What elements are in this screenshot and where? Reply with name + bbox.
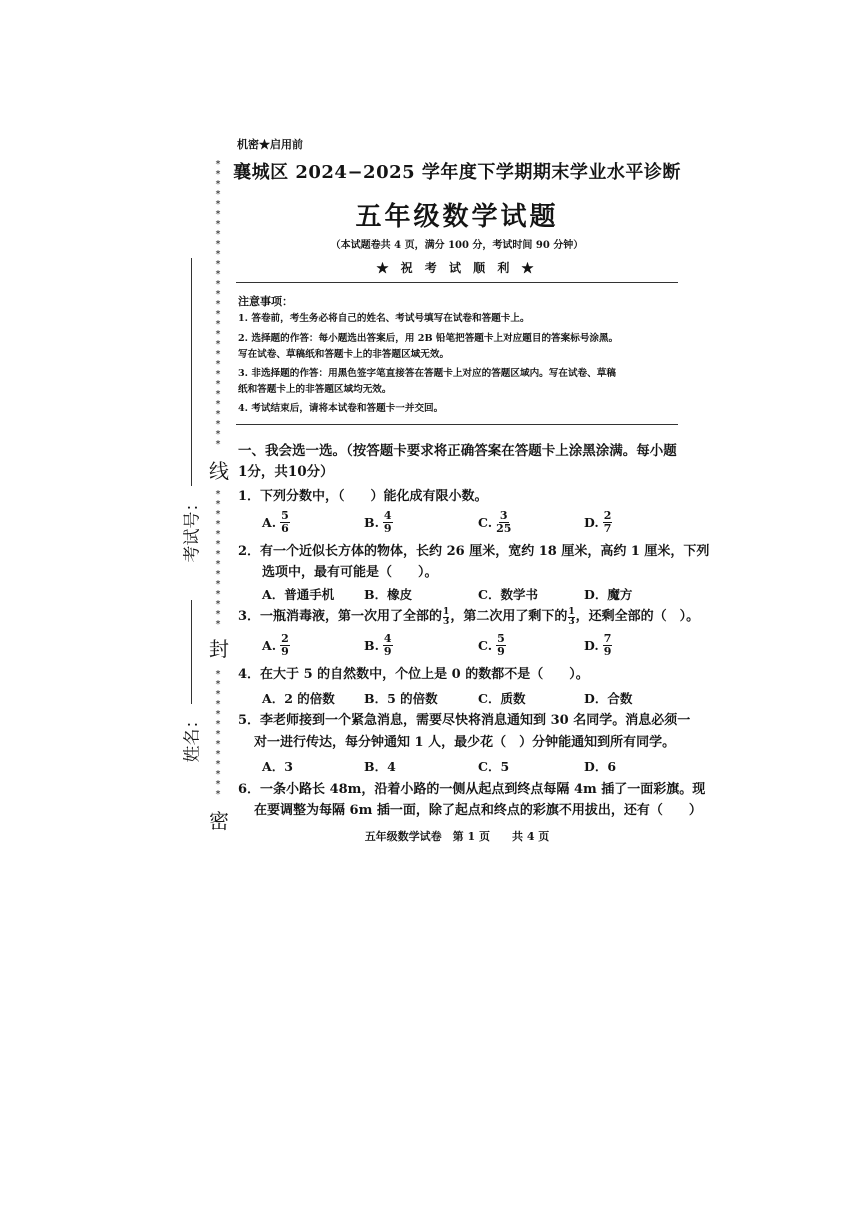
seal-star: * (215, 179, 221, 190)
option-d: D．魔方 (584, 587, 633, 602)
seal-word-mi: 密 (209, 809, 229, 833)
question-6-line-2: 在要调整为每隔 6m 插一面，除了起点和终点的彩旗不用拔出，还有（ ） (254, 803, 702, 818)
seal-word-feng: 封 (209, 637, 229, 661)
question-5-line-1: 5．李老师接到一个紧急消息，需要尽快将消息通知到 30 名同学。消息必须一 (238, 713, 691, 728)
fraction: $\frac{7}{9}$ (603, 631, 612, 658)
seal-star: * (215, 729, 221, 740)
seal-star: * (215, 719, 221, 730)
seal-star: * (215, 609, 221, 620)
question-1-options (262, 506, 682, 538)
seal-star: * (215, 189, 221, 200)
exam-info: （本试题卷共 4 页，满分 100 分，考试时间 90 分钟） (330, 240, 584, 251)
exam-title: 襄城区 2024−2025 学年度下学期期末学业水平诊断 (233, 162, 681, 183)
option-a: A．普通手机 (262, 587, 335, 602)
seal-star: * (215, 439, 221, 450)
option-a: A. $\frac{5}{6}$ (262, 508, 289, 535)
fraction: $\frac{3}{25}$ (496, 508, 512, 535)
seal-star: * (215, 289, 221, 300)
seal-star: * (215, 269, 221, 280)
seal-star: * (215, 739, 221, 750)
fraction: $\frac{4}{9}$ (383, 508, 392, 535)
notice-item-2-cont: 写在试卷、草稿纸和答题卡上的非答题区域无效。 (238, 349, 450, 360)
option-d: D．6 (584, 759, 617, 774)
seal-star: * (215, 769, 221, 780)
fraction: $\frac{5}{6}$ (281, 508, 289, 535)
option-d: D. $\frac{2}{7}$ (584, 508, 612, 535)
seal-star: * (215, 569, 221, 580)
notice-title: 注意事项： (238, 295, 293, 308)
seal-star: * (215, 789, 221, 800)
question-2-line-2: 选项中，最有可能是（ ）。 (262, 565, 438, 580)
seal-star: * (215, 399, 221, 410)
seal-star: * (215, 369, 221, 380)
question-2-line-1: 2．有一个近似长方体的物体，长约 26 厘米，宽约 18 厘米，高约 1 厘米，下列 (238, 544, 710, 559)
option-b: B. $\frac{4}{9}$ (364, 508, 392, 535)
divider-bottom (236, 424, 678, 425)
seal-star: * (215, 509, 221, 520)
question-3: 3．一瓶消毒液，第一次用了全部的 1 3 ，第二次用了剩下的 1 3 ，还剩全部的（ ）。 (238, 606, 700, 627)
seal-star: * (215, 539, 221, 550)
seal-star: * (215, 359, 221, 370)
question-5-options (262, 750, 682, 782)
seal-star: * (215, 589, 221, 600)
divider-top (236, 282, 678, 283)
notice-item-4: 4. 考试结束后，请将本试卷和答题卡一并交回。 (238, 403, 444, 414)
seal-star: * (215, 349, 221, 360)
seal-star: * (215, 709, 221, 720)
notice-item-1: 1. 答卷前，考生务必将自己的姓名、考试号填写在试卷和答题卡上。 (238, 313, 530, 324)
seal-star: * (215, 559, 221, 570)
seal-star: * (215, 319, 221, 330)
seal-star: * (215, 329, 221, 340)
question-1: 1．下列分数中，（ ）能化成有限小数。 (238, 489, 488, 504)
seal-star: * (215, 239, 221, 250)
seal-star: * (215, 669, 221, 680)
fraction: $\frac{5}{9}$ (497, 631, 505, 658)
seal-star: * (215, 259, 221, 270)
seal-star: * (215, 489, 221, 500)
option-b: B. $\frac{4}{9}$ (364, 631, 392, 658)
seal-star: * (215, 299, 221, 310)
seal-star: * (215, 229, 221, 240)
seal-star: * (215, 169, 221, 180)
option-c: C．质数 (478, 691, 526, 706)
option-c: C. $\frac{5}{9}$ (478, 631, 505, 658)
seal-star: * (215, 279, 221, 290)
seal-star: * (215, 499, 221, 510)
seal-star: * (215, 519, 221, 530)
seal-star: * (215, 379, 221, 390)
page-footer: 五年级数学试卷 第 1 页 共 4 页 (364, 830, 550, 843)
name-line (191, 600, 192, 704)
seal-star: * (215, 529, 221, 540)
seal-star: * (215, 409, 221, 420)
fraction: $\frac{2}{9}$ (281, 631, 289, 658)
seal-star: * (215, 249, 221, 260)
option-c: C. $\frac{3}{25}$ (478, 508, 512, 535)
option-a: A. $\frac{2}{9}$ (262, 631, 289, 658)
notice-item-3: 3. 非选择题的作答：用黑色签字笔直接答在答题卡上对应的答题区域内。写在试卷、草稿 (238, 368, 616, 379)
option-a: A．3 (262, 759, 293, 774)
seal-star: * (215, 309, 221, 320)
fraction: $\frac{4}{9}$ (383, 631, 392, 658)
question-4: 4．在大于 5 的自然数中，个位上是 0 的数都不是（ ）。 (238, 667, 589, 682)
seal-star: * (215, 209, 221, 220)
question-6-line-1: 6．一条小路长 48m，沿着小路的一侧从起点到终点每隔 4m 插了一面彩旗。现 (238, 782, 706, 797)
seal-star: * (215, 159, 221, 170)
question-4-options (262, 682, 682, 714)
seal-star: * (215, 549, 221, 560)
exam-subtitle: 五年级数学试题 (355, 202, 559, 232)
exam-no-line (191, 258, 192, 486)
seal-star: * (215, 599, 221, 610)
seal-line (208, 159, 229, 833)
name-label: 姓名： (182, 711, 203, 763)
secret-label: 机密★启用前 (237, 138, 303, 151)
seal-star: * (215, 619, 221, 630)
option-c: C．5 (478, 759, 510, 774)
option-b: B．4 (364, 759, 396, 774)
exam-no-label: 考试号： (182, 494, 203, 563)
seal-star: * (215, 219, 221, 230)
seal-star: * (215, 779, 221, 790)
seal-star: * (215, 749, 221, 760)
exam-wish: ★ 祝 考 试 顺 利 ★ (376, 261, 538, 275)
seal-star: * (215, 689, 221, 700)
notice-item-2: 2. 选择题的作答：每小题选出答案后，用 2B 铅笔把答题卡上对应题目的答案标号涂黑。 (238, 333, 619, 344)
option-d: D. $\frac{7}{9}$ (584, 631, 612, 658)
seal-star: * (215, 389, 221, 400)
section-title: 一、我会选一选。（按答题卡要求将正确答案在答题卡上涂黑涂满。每小题1分，共10分） (238, 443, 677, 480)
question-3-options (262, 629, 682, 661)
question-5-line-2: 对一进行传达，每分钟通知 1 人，最少花（ ）分钟能通知到所有同学。 (254, 735, 676, 750)
option-b: B．橡皮 (364, 587, 413, 602)
seal-star: * (215, 699, 221, 710)
fraction: 1 3 (443, 606, 450, 627)
seal-star: * (215, 579, 221, 590)
seal-star: * (215, 759, 221, 770)
option-a: A．2 的倍数 (262, 691, 335, 706)
option-b: B．5 的倍数 (364, 691, 438, 706)
fraction: $\frac{2}{7}$ (603, 508, 612, 535)
notice-item-3-cont: 纸和答题卡上的非答题区域均无效。 (238, 384, 392, 395)
option-d: D．合数 (584, 691, 633, 706)
seal-star: * (215, 429, 221, 440)
fraction: 1 3 (568, 606, 575, 627)
seal-star: * (215, 419, 221, 430)
seal-word-xian: 线 (209, 459, 229, 483)
option-c: C．数学书 (478, 587, 538, 602)
seal-star: * (215, 339, 221, 350)
seal-star: * (215, 679, 221, 690)
seal-star: * (215, 199, 221, 210)
